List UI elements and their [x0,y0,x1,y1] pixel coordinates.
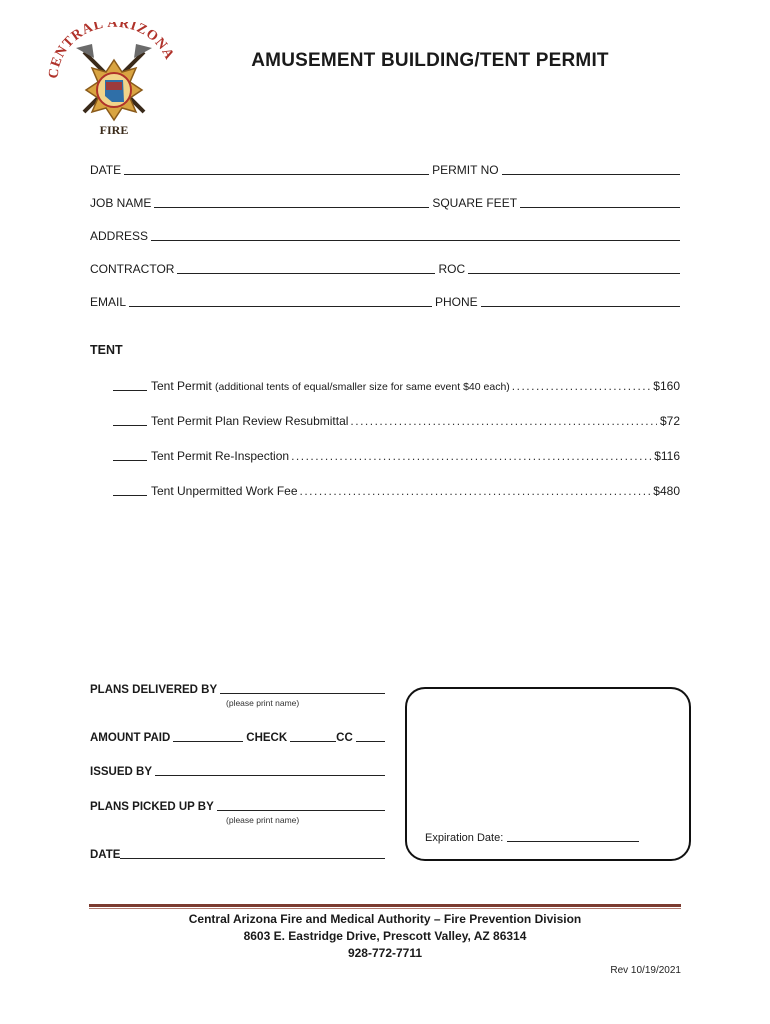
fee-price: $116 [654,449,680,463]
page-title: AMUSEMENT BUILDING/TENT PERMIT [251,50,609,71]
fee-row [113,377,680,393]
footer-divider-thin [89,908,681,909]
fee-checkbox-blank[interactable] [113,380,147,391]
expiration-date-row [425,832,639,844]
permit-no-field[interactable] [502,164,680,175]
pickup-date-label: DATE [90,849,121,861]
dot-leader [350,414,657,428]
fee-row [113,412,680,428]
square-feet-field[interactable] [520,197,680,208]
amount-paid-row [90,728,385,744]
fee-price: $480 [653,484,680,498]
dot-leader [512,379,651,393]
fee-checkbox-blank[interactable] [113,450,147,461]
revision-date: Rev 10/19/2021 [610,965,681,976]
amount-paid-label: AMOUNT PAID [90,732,171,744]
date-label: DATE [90,163,122,177]
logo-bottom-text: FIRE [99,123,129,137]
fee-row [113,447,680,463]
logo-arc-text: CENTRAL ARIZONA [48,22,177,80]
row-email-phone [90,293,680,309]
contractor-field[interactable] [177,263,435,274]
row-job-square [90,194,680,210]
dot-leader [291,449,651,463]
plans-delivered-label: PLANS DELIVERED BY [90,684,218,696]
issued-by-label: ISSUED BY [90,766,152,778]
plans-delivered-row [90,680,385,696]
fee-price: $72 [659,414,680,428]
fee-label: Tent Permit [151,379,212,393]
plans-picked-up-label: PLANS PICKED UP BY [90,801,214,813]
check-field[interactable] [290,731,336,742]
permit-no-label: PERMIT NO [432,163,499,177]
issued-by-field[interactable] [155,765,385,776]
fee-label: Tent Permit Plan Review Resubmittal [151,414,349,428]
fee-label: Tent Unpermitted Work Fee [151,484,298,498]
email-field[interactable] [129,296,432,307]
fee-price: $160 [653,379,680,393]
expiration-date-label: Expiration Date: [425,832,504,844]
plans-delivered-field[interactable] [220,683,385,694]
plans-picked-up-field[interactable] [217,800,385,811]
expiration-date-field[interactable] [507,833,639,842]
fee-checkbox-blank[interactable] [113,485,147,496]
print-hint: (please print name) [226,698,300,708]
job-name-field[interactable] [154,197,429,208]
job-name-label: JOB NAME [90,196,152,210]
roc-field[interactable] [468,263,680,274]
fee-checkbox-blank[interactable] [113,415,147,426]
tent-heading: TENT [90,343,123,357]
address-label: ADDRESS [90,229,149,243]
fee-note: (additional tents of equal/smaller size for same event $40 each) [215,381,510,393]
fee-label: Tent Permit Re-Inspection [151,449,290,463]
cc-field[interactable] [356,731,385,742]
print-hint: (please print name) [226,815,300,825]
date-field[interactable] [124,164,429,175]
check-label: CHECK [246,732,288,744]
phone-label: PHONE [435,295,478,309]
issued-by-row [90,762,385,778]
central-arizona-fire-logo [48,22,180,140]
row-contractor-roc [90,260,680,276]
plans-picked-up-row [90,797,385,813]
dot-leader [300,484,651,498]
footer-phone: 928-772-7711 [347,946,423,960]
footer-divider [89,904,681,907]
amount-paid-field[interactable] [173,731,243,742]
footer-address: 8603 E. Eastridge Drive, Prescott Valley, AZ 86314 [243,929,527,943]
row-address [90,227,680,243]
row-date-permit [90,161,680,177]
cc-label: CC [336,732,353,744]
roc-label: ROC [438,262,466,276]
address-field[interactable] [151,230,680,241]
contractor-label: CONTRACTOR [90,262,175,276]
footer-org: Central Arizona Fire and Medical Authority – Fire Prevention Division [188,912,582,926]
pickup-date-field[interactable] [120,848,385,859]
phone-field[interactable] [481,296,680,307]
email-label: EMAIL [90,295,127,309]
pickup-date-row [90,845,385,861]
fee-row [113,482,680,498]
square-feet-label: SQUARE FEET [432,196,518,210]
